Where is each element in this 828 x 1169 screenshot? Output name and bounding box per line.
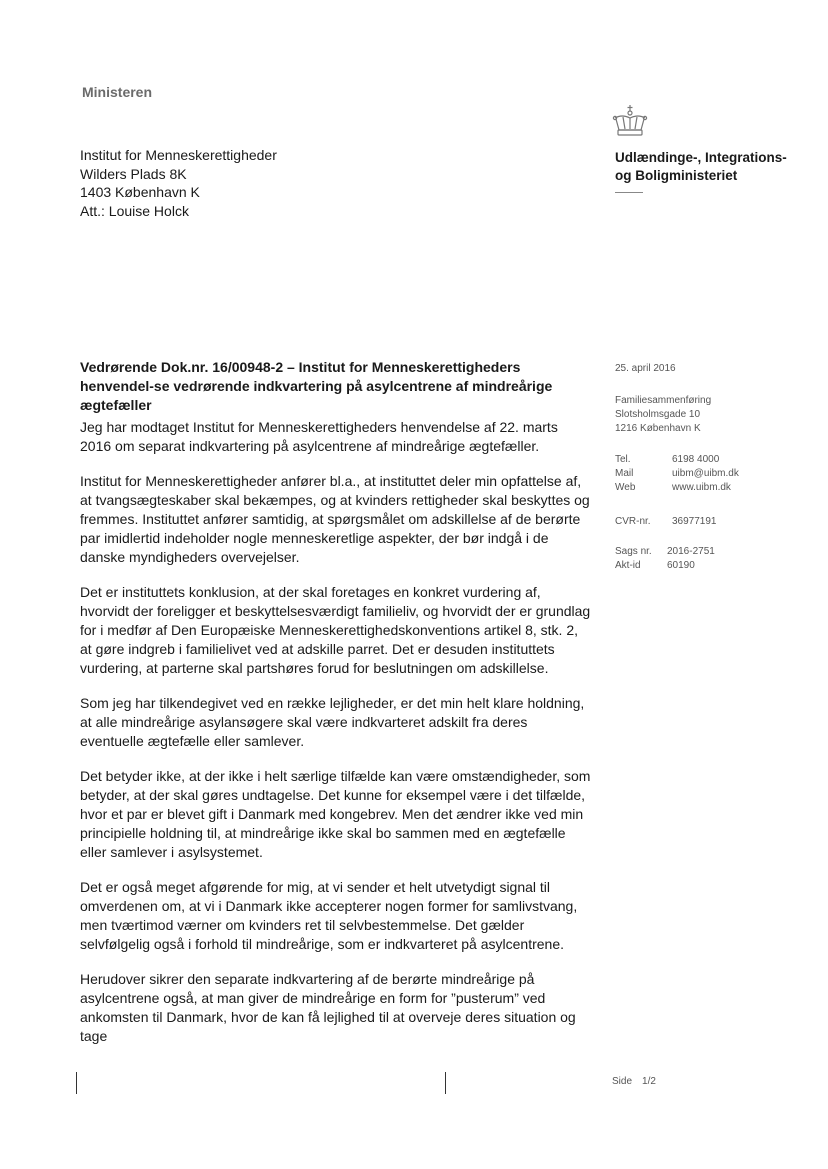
- contact-row-tel: [615, 453, 739, 467]
- sender-title: Ministeren: [82, 84, 153, 100]
- contact-value: 6198 4000: [672, 454, 720, 465]
- department-address-line: 1216 København K: [615, 423, 701, 434]
- department-address: [615, 394, 711, 436]
- body-paragraph: Det er instituttets konklusion, at der skal foretages en konkret vurdering af, hvorvidt der foreligger et beskyttelsesværdigt familieliv, og hvorvidt der er grundlag for i medfør af Den Europæiske Menneskerettighedskonventions artikel 8, stk. 2, at gøre indgreb i familielivet ved at adskille parret. Det er desuden instituttets vurdering, at parterne skal partshøres forud for beslutningen om adskillelse.: [80, 584, 591, 676]
- case-ids: [615, 545, 715, 573]
- department-address-line: Slotsholmsgade 10: [615, 409, 701, 420]
- body-paragraph: Det er også meget afgørende for mig, at vi sender et helt utvetydigt signal til omverdenen om, at vi i Danmark ikke accepterer nogen former for samlivstvang, men tværtimod værner om kvinders ret til selvbestemmelse. Det gælder selvfølgelig også i forhold til mindreårige, som er indkvarteret på asylcentrene.: [80, 879, 578, 952]
- page-label: Side: [612, 1076, 633, 1087]
- letter-date: 25. april 2016: [615, 363, 676, 374]
- cvr-number: [615, 515, 717, 529]
- scan-mark: [76, 1072, 77, 1094]
- case-key: Sags nr.: [615, 546, 652, 557]
- ministry-name-line1: Udlændinge-, Integrations-: [615, 150, 787, 165]
- ministry-name: [615, 149, 787, 185]
- contact-value: www.uibm.dk: [672, 482, 731, 493]
- case-value: 60190: [667, 560, 695, 571]
- body-paragraph: Herudover sikrer den separate indkvartering af de berørte mindreårige på asylcentrene også, at man giver de mindreårige en form for ”pusterum” ved ankomsten til Danmark, hvor de kan få lejlighed til at overveje deres situation og tage: [80, 971, 576, 1044]
- contact-value: uibm@uibm.dk: [672, 468, 739, 479]
- recipient-address: [80, 146, 277, 220]
- cvr-value: 36977191: [672, 516, 717, 527]
- department-address-line: Familiesammenføring: [615, 395, 712, 406]
- scan-mark: [445, 1072, 446, 1094]
- contact-row-web: [615, 481, 739, 495]
- contact-key: Mail: [615, 468, 634, 479]
- recipient-line: Institut for Menneskerettigheder: [80, 147, 277, 163]
- case-row-akt: [615, 559, 715, 573]
- page-value: 1/2: [642, 1076, 656, 1087]
- recipient-line: Att.: Louise Holck: [80, 202, 189, 219]
- ministry-name-line2: og Boligministeriet: [615, 168, 738, 183]
- recipient-line: 1403 København K: [80, 184, 200, 200]
- contact-info: [615, 453, 739, 495]
- body-paragraph: Institut for Menneskerettigheder anfører bl.a., at instituttet deler min opfattelse af, at tvangsægteskaber skal bekæmpes, og at kvinders rettigheder skal beskyttes og fremmes. Instituttet anfører samtidig, at spørgsmålet om adskillelse af de berørte par imidlertid indeholder nogle menneskeretlige aspekter, der bør indgå i de danske myndigheders overvejelser.: [80, 473, 590, 565]
- recipient-line: Wilders Plads 8K: [80, 165, 187, 182]
- contact-key: Web: [615, 482, 636, 493]
- body-paragraph: Som jeg har tilkendegivet ved en række lejligheder, er det min helt klare holdning, at alle mindreårige asylansøgere skal være indkvarteret adskilt fra deres eventuelle ægtefælle eller samlever.: [80, 695, 585, 749]
- page-number: [612, 1075, 656, 1089]
- letter-subject: Vedrørende Dok.nr. 16/00948-2 – Institut for Menneskerettigheders henvendel-se vedrørende indkvartering på asylcentrene af mindreårige ægtefæller: [80, 359, 553, 413]
- body-paragraph: Jeg har modtaget Institut for Menneskerettigheders henvendelse af 22. marts 2016 om separat indkvartering på asylcentrene af mindreårige ægtefæller.: [80, 419, 558, 454]
- contact-row-mail: [615, 467, 739, 481]
- case-key: Akt-id: [615, 560, 641, 571]
- cvr-key: CVR-nr.: [615, 516, 651, 527]
- case-row-sags: [615, 545, 715, 559]
- case-value: 2016-2751: [667, 546, 715, 557]
- crown-icon: [612, 104, 648, 138]
- letter-body: [80, 418, 592, 1062]
- ministry-divider: [615, 192, 643, 193]
- body-paragraph: Det betyder ikke, at der ikke i helt særlige tilfælde kan være omstændigheder, som betyder, at der skal gøres undtagelse. Det kunne for eksempel være i det tilfælde, hvor et par er blevet gift i Danmark med kongebrev. Men det ændrer ikke ved min principielle holdning til, at mindreårige ikke skal bo sammen med en ægtefælle eller samlever i asylsystemet.: [80, 768, 591, 860]
- contact-key: Tel.: [615, 454, 631, 465]
